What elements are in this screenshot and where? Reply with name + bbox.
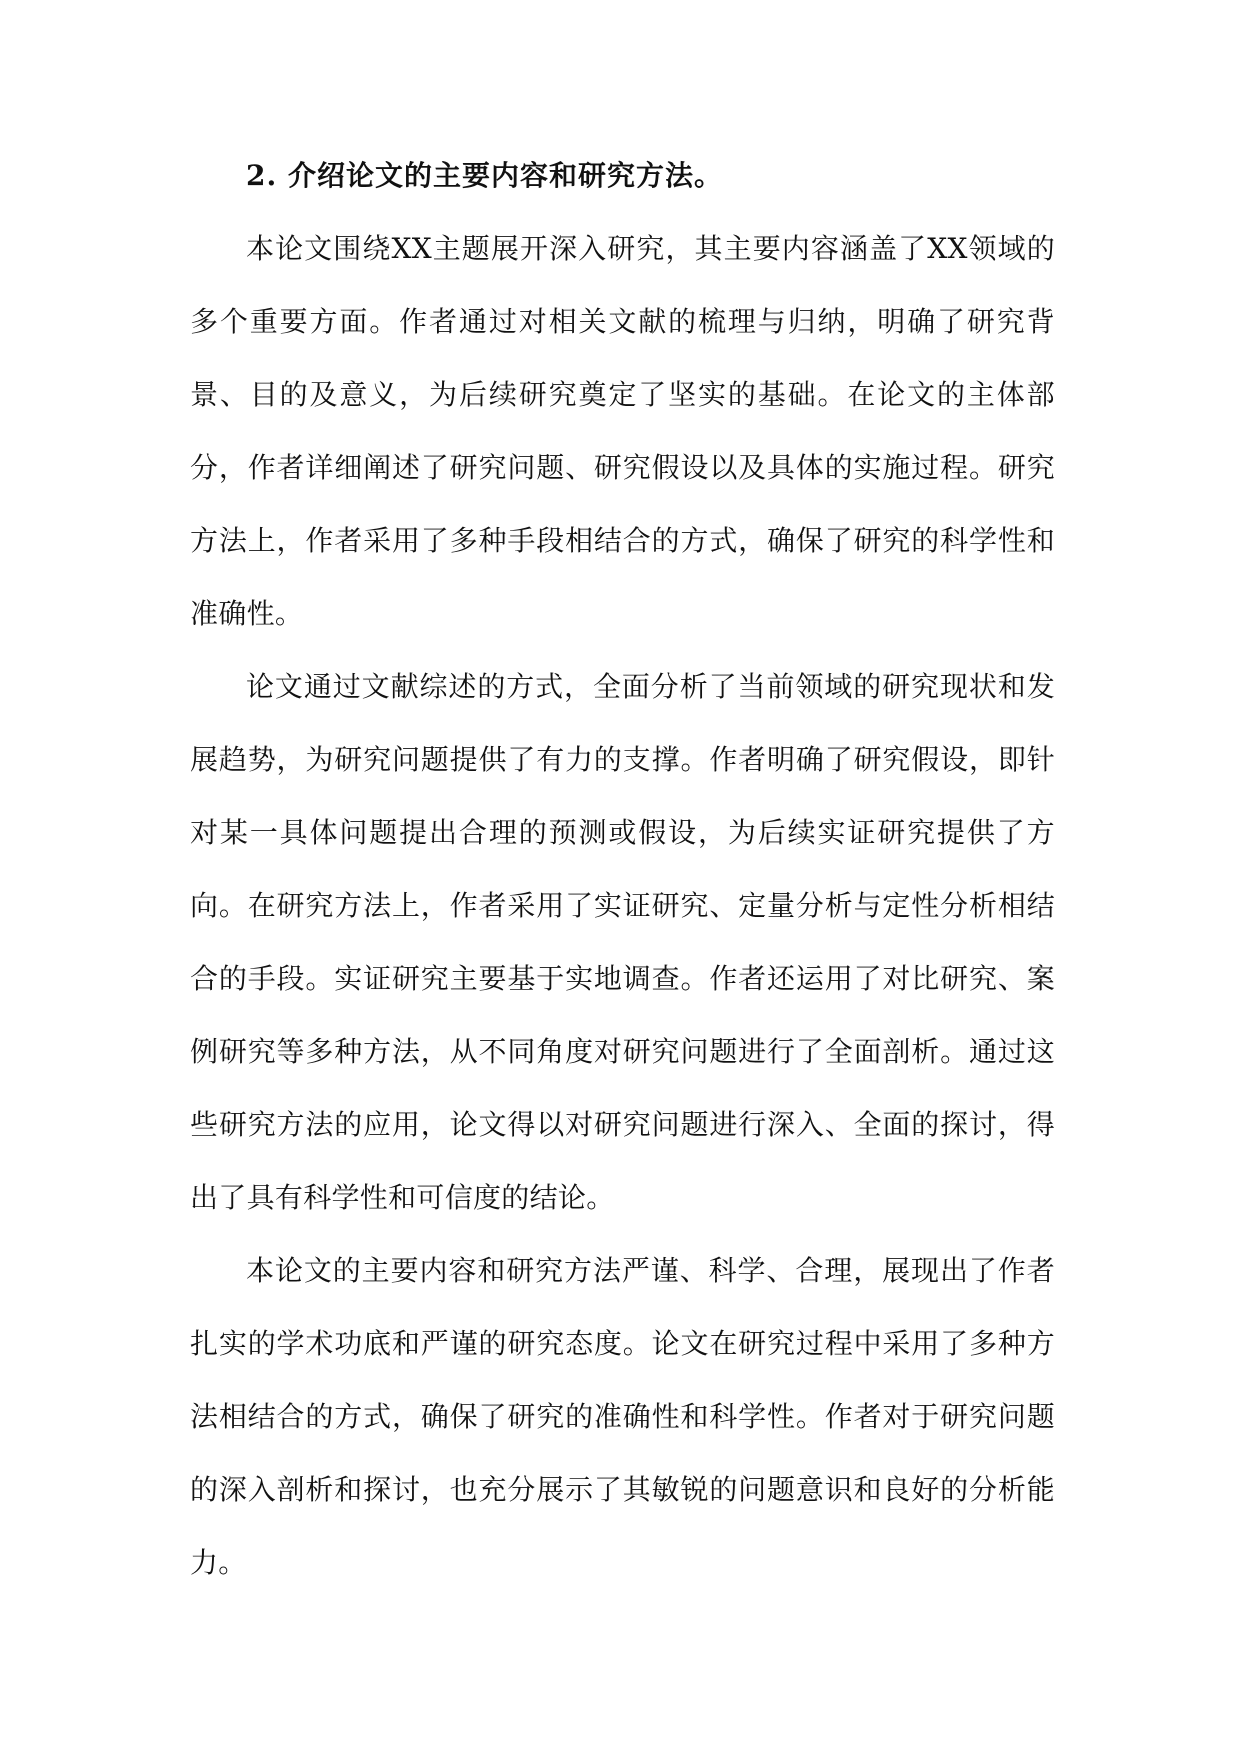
paragraph-research-methods: 论文通过文献综述的方式，全面分析了当前领域的研究现状和发展趋势，为研究问题提供了有力的支撑。作者明确了研究假设，即针对某一具体问题提出合理的预测或假设，为后续实证研究提供了方向。在研究方法上，作者采用了实证研究、定量分析与定性分析相结合的手段。实证研究主要基于实地调查。作者还运用了对比研究、案例研究等多种方法，从不同角度对研究问题进行了全面剖析。通过这些研究方法的应用，论文得以对研究问题进行深入、全面的探讨，得出了具有科学性和可信度的结论。 [190,670,1055,1214]
section-heading: 2. 介绍论文的主要内容和研究方法。 [246,159,723,192]
paragraph-main-content: 本论文围绕XX主题展开深入研究，其主要内容涵盖了XX领域的多个重要方面。作者通过对相关文献的梳理与归纳，明确了研究背景、目的及意义，为后续研究奠定了坚实的基础。在论文的主体部分，作者详细阐述了研究问题、研究假设以及具体的实施过程。研究方法上，作者采用了多种手段相结合的方式，确保了研究的科学性和准确性。 [190,232,1055,630]
document-body [190,140,1055,1599]
paragraph-evaluation: 本论文的主要内容和研究方法严谨、科学、合理，展现出了作者扎实的学术功底和严谨的研究态度。论文在研究过程中采用了多种方法相结合的方式，确保了研究的准确性和科学性。作者对于研究问题的深入剖析和探讨，也充分展示了其敏锐的问题意识和良好的分析能力。 [190,1254,1055,1579]
